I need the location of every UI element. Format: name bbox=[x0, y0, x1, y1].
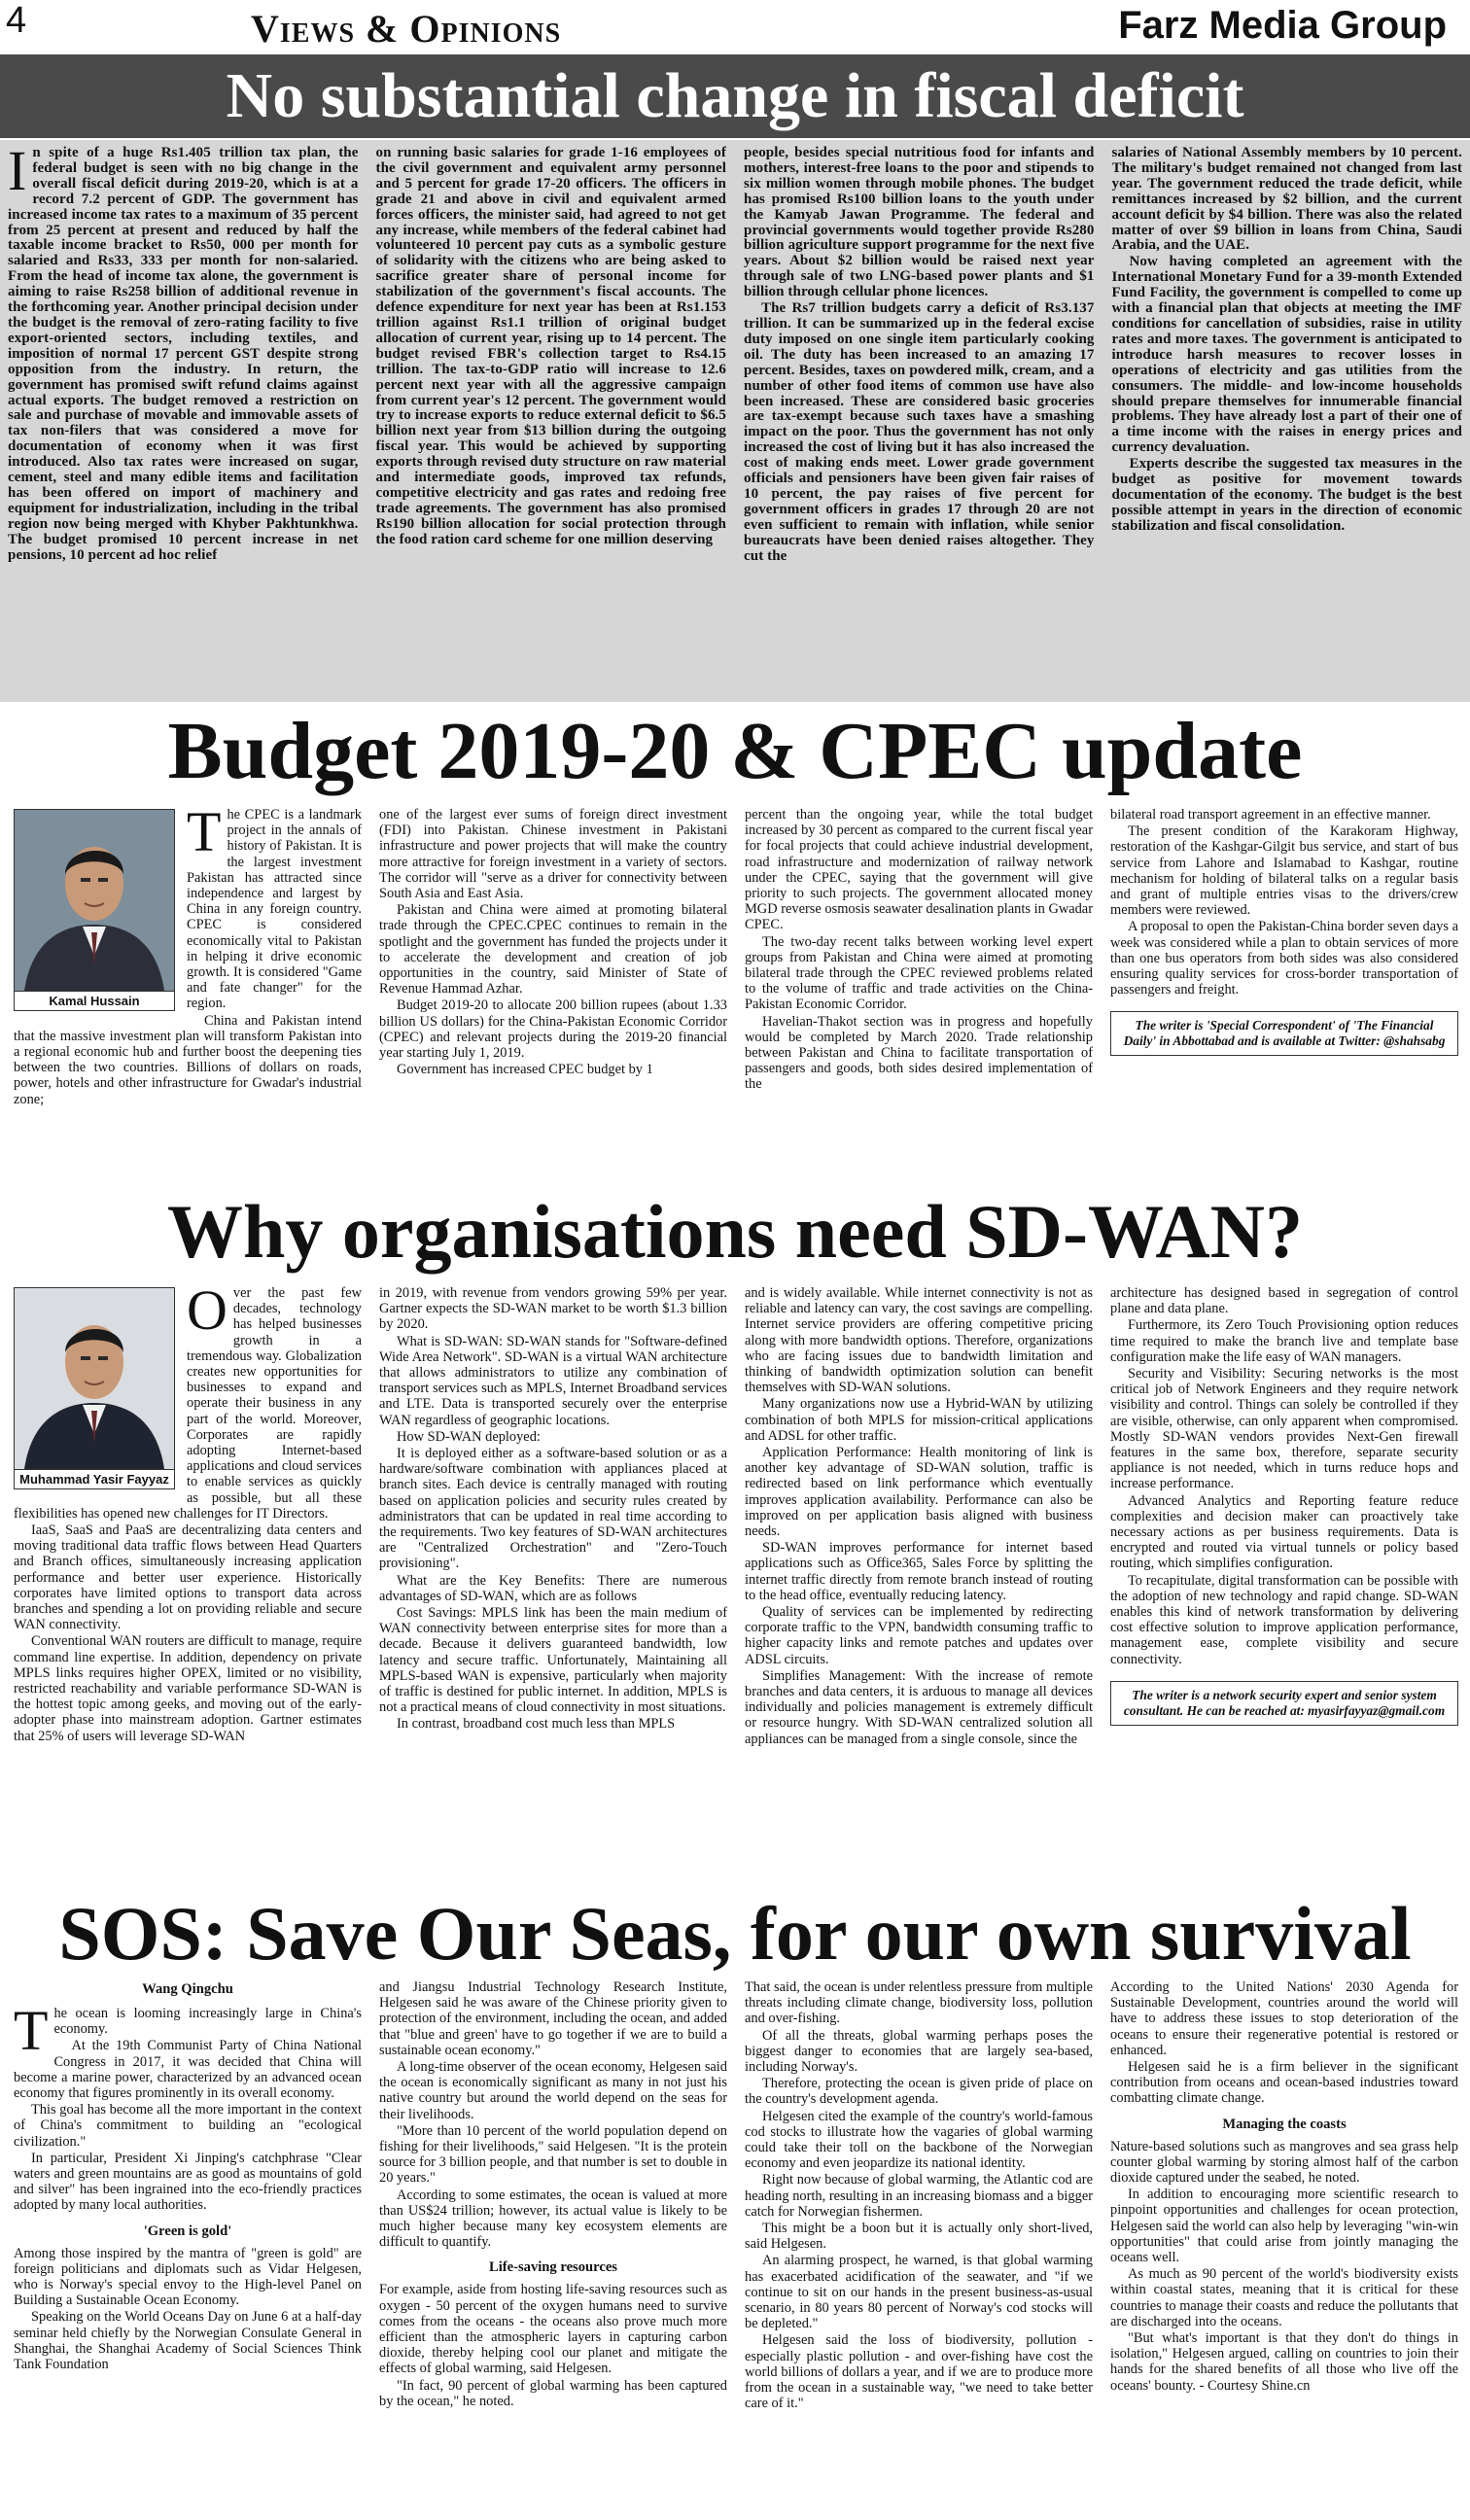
paragraph: "In fact, 90 percent of global warming has been captured by the ocean," he noted. bbox=[379, 2377, 727, 2409]
paragraph: Pakistan and China were aimed at promoting bilateral trade through the CPEC.CPEC continues to remain in the spotlight and the government has funded the projects under it to accelerate the development and creation of job opportunities in the country, said Minister of State of Revenue Hammad Azhar. bbox=[379, 902, 727, 998]
paragraph: According to some estimates, the ocean is valued at more than US$24 trillion; however, its actual value is likely to be much higher because many key ecosystem elements are difficult to quantify. bbox=[379, 2187, 727, 2251]
article4-column-1 bbox=[14, 1979, 362, 2516]
paragraph: The present condition of the Karakoram Highway, restoration of the Kashgar-Gilgit bus service, and start of bus service from Lahore and Islamabad to Kashgar, routine mechanism for holding of bilateral talks on a regular basis and grant of multiple entries visas to the drivers/crew members were reviewed. bbox=[1110, 823, 1458, 919]
article4-body bbox=[14, 1979, 1458, 2516]
paragraph: According to the United Nations' 2030 Agenda for Sustainable Development, countries around the world will have to address these issues to stop deterioration of the oceans to ensure their regenerative potential is restored or enhanced. bbox=[1110, 1979, 1458, 2058]
paragraph: one of the largest ever sums of foreign direct investment (FDI) into Pakistan. Chinese investment in Pakistani infrastructure and power projects that will make the country more attractive for foreign investment in a variety of sectors. The corridor will "serve as a driver for connectivity between South Asia and East Asia. bbox=[379, 807, 727, 902]
page-number: 4 bbox=[6, 0, 27, 41]
masthead bbox=[0, 0, 1470, 54]
article3-column-3 bbox=[745, 1285, 1093, 1892]
paragraph: As much as 90 percent of the world's biodiversity exists within coastal states, meaning that it is critical for these countries to manage their coasts and reduce the pollutants that are discharged into the oceans. bbox=[1110, 2266, 1458, 2329]
paragraph: Cost Savings: MPLS link has been the main medium of WAN connectivity between enterprise sites for more than a decade. Because it delivers guaranteed bandwidth, low latency and secure traffic. Unfortunately, Maintaining all MPLS-based WAN is expensive, particularly when majority of traffic is destined for public internet. In addition, MPLS is not a practical means of cloud connectivity in most situations. bbox=[379, 1605, 727, 1716]
paragraph: For example, aside from hosting life-saving resources such as oxygen - 50 percent of the oxygen humans need to survive comes from the oceans - the oceans also prove much more efficient than the atmospheric layers in capturing carbon dioxide, thereby helping cool our planet and mitigate the effects of global warming, said Helgesen. bbox=[379, 2282, 727, 2377]
article3-column-2 bbox=[379, 1285, 727, 1892]
section-title: Views & Opinions bbox=[251, 7, 562, 51]
paragraph-text: he ocean is looming increasingly large in China's economy. bbox=[53, 2006, 362, 2038]
article2-column-3 bbox=[745, 807, 1093, 1188]
paragraph: Experts describe the suggested tax measures in the budget as positive for movement towards documentation of the economy. The budget is the best possible attempt in years in the direction of economic stabilization and fiscal consolidation. bbox=[1111, 456, 1462, 534]
paragraph: in 2019, with revenue from vendors growing 59% per year. Gartner expects the SD-WAN market to be worth $1.3 billion by 2020. bbox=[379, 1285, 727, 1333]
paragraph: The Rs7 trillion budgets carry a deficit of Rs3.137 trillion. It can be summarized up in the federal excise duty imposed on one single item particularly cooking oil. The duty has been increased to an amazing 17 percent. Besides, taxes on powdered milk, cream, and a number of other food items of common use have also been increased. These are considered basic groceries are tax-exempt because such taxes have a smashing impact on the poor. Thus the government has not only increased the cost of living but it has also increased the cost of making ends meet. Lower grade government officials and pensioners have been given fair raises of 10 percent, the pay raises of five percent for government officers in grades 17 through 20 are not even sufficient to remain with inflation, while senior bureaucrats have been denied raises altogether. They cut the bbox=[744, 300, 1095, 564]
paragraph: Nature-based solutions such as mangroves and sea grass help counter global warming by storing almost half of the carbon dioxide captured under the seabed, he noted. bbox=[1110, 2138, 1458, 2187]
paragraph: What is SD-WAN: SD-WAN stands for "Software-defined Wide Area Network". SD-WAN is a virtual WAN architecture that allows administrators to utilize any combination of transport services such as MPLS, Internet Broadband services and LTE. Data is transported securely over the enterprise WAN regardless of geographic locations. bbox=[379, 1333, 727, 1428]
paragraph: Of all the threats, global warming perhaps poses the biggest danger to economies that are largely sea-based, including Norway's. bbox=[745, 2027, 1093, 2076]
article1-banner bbox=[0, 54, 1470, 138]
drop-cap: T bbox=[14, 1999, 49, 2062]
paragraph: To recapitulate, digital transformation can be possible with the adoption of new technology and rapid change. SD-WAN enables this kind of network transformation by delivering cost effective solution to improve application performance, management ease, complete visibility and secure connectivity. bbox=[1110, 1572, 1458, 1667]
subheading: Managing the coasts bbox=[1222, 2116, 1347, 2132]
paragraph: Advanced Analytics and Reporting feature reduce complexities and decision maker can proactively take necessary actions as per business requirements. Data is encrypted and routed via virtual tunnels or policy based routing, which simplifies configuration. bbox=[1110, 1492, 1458, 1572]
paragraph: Conventional WAN routers are difficult to manage, require command line expertise. In addition, dependency on private MPLS links requires higher OPEX, limited or no visibility, restricted reachability and variable performance SD-WAN is the hottest topic among geeks, and moving out of the early-adopter phase into mainstream adoption. Gartner estimates that 25% of users will leverage SD-WAN bbox=[14, 1633, 362, 1744]
article2-column-2 bbox=[379, 807, 727, 1188]
paragraph: A proposal to open the Pakistan-China border seven days a week was considered while a plan to obtain services of more than one bus operators from both sides was also considered ensuring quality services for cross-border transportation of passengers and freight. bbox=[1110, 919, 1458, 998]
paragraph: That said, the ocean is under relentless pressure from multiple threats including climate change, biodiversity loss, pollution and over-fishing. bbox=[745, 1979, 1093, 2027]
paragraph: China and Pakistan intend that the massive investment plan will transform Pakistan into a regional economic hub and further boost the deepening ties between the two countries. Billions of dollars on roads, power, hotels and other infrastructure for Gwadar's industrial zone; bbox=[14, 1012, 362, 1107]
article1-body bbox=[8, 146, 1462, 700]
paragraph: At the 19th Communist Party of China National Congress in 2017, it was decided that China will become a marine power, characterized by an advanced ocean economy that figures prominently in its overall economy. bbox=[14, 2038, 362, 2102]
author-photo bbox=[14, 1287, 175, 1489]
portrait-image bbox=[15, 810, 174, 991]
drop-cap: O bbox=[187, 1285, 228, 1342]
paragraph: Helgesen cited the example of the country's world-famous cod stocks to illustrate how the vagaries of global warming could take their toll on the backbone of the Norwegian economy and even jeopardize its national identity. bbox=[745, 2108, 1093, 2172]
paragraph: Quality of services can be implemented by redirecting corporate traffic to the VPN, bandwidth consuming traffic to higher capacity links and remote patches and updates over ADSL circuits. bbox=[745, 1604, 1093, 1667]
paragraph: Among those inspired by the mantra of "green is gold" are foreign politicians and diplomats such as Vidar Helgesen, who is Norway's special envoy to the High-level Panel on Building a Sustainable Ocean Economy. bbox=[14, 2245, 362, 2309]
paragraph: Budget 2019-20 to allocate 200 billion rupees (about 1.33 billion US dollars) for the China-Pakistan Economic Corridor (CPEC) and relevant projects during the 2019-20 financial year starting July 1, 2019. bbox=[379, 998, 727, 1062]
paragraph bbox=[14, 1999, 362, 2062]
paragraph: Government has increased CPEC budget by 1 bbox=[397, 1062, 653, 1078]
drop-cap: I bbox=[8, 146, 27, 202]
paragraph: on running basic salaries for grade 1-16 employees of the civil government and equivalent army personnel and 5 percent for grade 17-20 officers. The officers in grade 21 and above in civil and equivalent armed forces officers, the minister said, had agreed to not get any increase, while members of the federal cabinet had volunteered 10 percent pay cuts as a symbolic gesture of solidarity with the citizens who are being asked to sacrifice greater share of personal income for stabilization of the government's fiscal accounts. The defence expenditure for next year has been at Rs1.153 trillion against Rs1.1 trillion of original budget allocation of current year, rising up to 14 percent. The budget revised FBR's collection target to Rs4.15 trillion. The tax-to-GDP ratio will increase to 12.6 percent next year with all the aggressive campaign from current year's 12 percent. The government would try to increase exports to reduce external deficit to $6.5 billion next year from $13 billion during the outgoing fiscal year. This would be achieved by supporting exports through revised duty structure on raw material and intermediate goods, improved tax refunds, competitive electricity and gas rates and redoing free trade agreements. The government has also promised Rs190 billion allocation for social protection through the food ration card scheme for one million deserving bbox=[375, 146, 726, 547]
paragraph: Many organizations now use a Hybrid-WAN by utilizing combination of both MPLS for mission-critical applications and ADSL for other traffic. bbox=[745, 1396, 1093, 1444]
article1-title: No substantial change in fiscal deficit bbox=[226, 60, 1244, 131]
subheading: 'Green is gold' bbox=[143, 2222, 232, 2239]
paragraph: How SD-WAN deployed: bbox=[397, 1428, 541, 1445]
paragraph: An alarming prospect, he warned, is that global warming has exacerbated acidification of the seawater, and "if we continue to sit on our hands in the present business-as-usual scenario, in 80 years 80 percent of Norway's cod stocks will be depleted." bbox=[745, 2253, 1093, 2332]
paragraph: Helgesen said he is a firm believer in the significant contribution from oceans and ocean-based industries toward combatting climate change. bbox=[1110, 2059, 1458, 2107]
paragraph bbox=[8, 146, 359, 563]
paragraph: Furthermore, its Zero Touch Provisioning option reduces time required to make the branch live and template base configuration make the life easy of WAN managers. bbox=[1110, 1317, 1458, 1365]
paragraph: This goal has become all the more important in the context of China's commitment to building an "ecological civilization." bbox=[14, 2102, 362, 2150]
paragraph: "More than 10 percent of the world population depend on fishing for their livelihoods," said Helgesen. "It is the protein source for 3 billion people, and that number is set to double in 20 years." bbox=[379, 2122, 727, 2187]
paragraph: Therefore, protecting the ocean is given pride of place on the country's development agenda. bbox=[745, 2076, 1093, 2108]
paragraph: percent than the ongoing year, while the total budget increased by 30 percent as compared to the current fiscal year for focal projects that could achieve industrial development, road infrastructure and modernization of railway network under the CPEC, saying that the government will give priority to such projects. The government allocated money MGD reverse osmosis seawater desalination plants in Gwadar CPEC. bbox=[745, 807, 1093, 933]
paragraph: Application Performance: Health monitoring of link is another key advantage of SD-WAN solution, traffic is redirected based on link performance which eventually improves application availability. Performance can also be improved on per application basis aligned with business needs. bbox=[745, 1445, 1093, 1540]
author-photo bbox=[14, 809, 175, 1011]
paragraph: SD-WAN improves performance for internet based applications such as Office365, Sales Force by splitting the internet traffic directly from remote branch instead of routing to the head office, eventually reducing latency. bbox=[745, 1540, 1093, 1603]
article2-column-1 bbox=[14, 807, 362, 1188]
paragraph: In contrast, broadband cost much less than MPLS bbox=[397, 1716, 676, 1732]
author-name: Muhammad Yasir Fayyaz bbox=[15, 1469, 174, 1488]
byline: Wang Qingchu bbox=[142, 1981, 233, 1997]
article3-title: Why organisations need SD-WAN? bbox=[167, 1189, 1303, 1274]
article2-body bbox=[14, 807, 1458, 1188]
paragraph: It is deployed either as a software-based solution or as a hardware/software combination with appliances placed at branch sites. Each device is centrally managed with routing based on application policies and security rules created by administrators that can be updated in real time according to the requirements. Two key features of SD-WAN architectures are "Centralized Orchestration" and "Zero-Touch provisioning". bbox=[379, 1446, 727, 1572]
paragraph: people, besides special nutritious food for infants and mothers, interest-free loans to the poor and stipends to six million women through mobile phones. The budget has promised Rs100 billion loans to the youth under the Kamyab Jawan Programme. The federal and provincial governments would together provide Rs280 billion agriculture support programme for the next five years. About $2 billion would be raised next year through sale of two LNG-based power plants and $1 billion through cellular phone licences. bbox=[744, 146, 1095, 300]
article3-body bbox=[14, 1285, 1458, 1892]
paragraph-text: n spite of a huge Rs1.405 trillion tax plan, the federal budget is seen with no big change in the overall fiscal deficit during 2019-20, which is at a record 7.2 percent of GDP. The government has increased income tax rates to a maximum of 35 percent from 25 percent at present and reduced by half the taxable income bracket to Rs50, 000 per month for salaried and Rs33, 333 per month for non-salaried. From the head of income tax alone, the government is aiming to raise Rs258 billion of additional revenue in the forthcoming year. Another principal decision under the budget is the removal of zero-rating facility to five export-oriented sectors, including textiles, and imposition of normal 17 percent GST despite strong opposition from the industry. In return, the government has promised swift refund claims against actual exports. The budget removed a restriction on sale and purchase of movable and immovable assets of tax non-filers that was considered a move for documentation of economy when it was first introduced. Also tax rates were increased on sugar, cement, steel and many edible items and facilitation has been offered on import of machinery and equipment for industrialization, including in the tribal region now being merged with Khyber Pakhtunkhwa. The budget promised 10 percent increase in net pensions, 10 percent ad hoc relief bbox=[8, 146, 359, 563]
article1-column-3 bbox=[744, 146, 1095, 700]
paragraph: The two-day recent talks between working level expert groups from Pakistan and China were aimed at promoting bilateral trade through the CPEC reviewed problems related to the volume of traffic and trade activities on the China-Pakistan Economic Corridor. bbox=[745, 933, 1093, 1013]
paragraph: Now having completed an agreement with the International Monetary Fund for a 39-month Extended Fund Facility, the government is compelled to come up with a financial plan that objects at meeting the IMF conditions for cancellation of subsidies, raise in utility rates and more taxes. The government is anticipated to introduce harsh measures to recover losses in operations of electricity and gas utilities from the consumers. The middle- and low-income households should prepare themselves for innumerable financial problems. They have already lost a part of their one of a time income with the raises in energy prices and currency devaluation. bbox=[1111, 254, 1462, 456]
article3-column-4 bbox=[1110, 1285, 1458, 1892]
paragraph: salaries of National Assembly members by 10 percent. The military's budget remained not changed from last year. The government reduced the trade deficit, while remittances increased by $2 billion, and the current account deficit by $4 billion. There was also the related matter of over $9 billion in loans from China, Saudi Arabia, and the UAE. bbox=[1111, 146, 1462, 254]
author-note-box: The writer is a network security expert and senior system consultant. He can be reached at: myasirfayyaz@gmail.com bbox=[1110, 1681, 1458, 1726]
author-name: Kamal Hussain bbox=[15, 991, 174, 1010]
paragraph: and Jiangsu Industrial Technology Research Institute, Helgesen said he was aware of the Chinese priority given to protection of the environment, including the ocean, and added that "blue and green' have to go together if we are to build a sustainable ocean economy." bbox=[379, 1979, 727, 2058]
paragraph: Speaking on the World Oceans Day on June 6 at a half-day seminar held chiefly by the Norwegian Consulate General in Shanghai, the Shanghai Academy of Social Sciences Think Tank Foundation bbox=[14, 2309, 362, 2373]
paragraph: In particular, President Xi Jinping's catchphrase "Clear waters and green mountains are as good as mountains of gold and silver" has been ingrained into the eco-friendly practices adopted by many local authorities. bbox=[14, 2150, 362, 2214]
paragraph: This might be a boon but it is actually only short-lived, said Helgesen. bbox=[745, 2221, 1093, 2253]
article4-column-2 bbox=[379, 1979, 727, 2516]
article2-title: Budget 2019-20 & CPEC update bbox=[167, 706, 1303, 796]
article3-column-1 bbox=[14, 1285, 362, 1892]
paragraph: architecture has designed based in segregation of control plane and data plane. bbox=[1110, 1285, 1458, 1317]
article1-column-1 bbox=[8, 146, 359, 700]
paragraph: In addition to encouraging more scientific research to pinpoint opportunities and challenges for ocean protection, Helgesen said the world can also help by leveraging "win-win opportunities" that could arise from jointly managing the oceans well. bbox=[1110, 2187, 1458, 2266]
paragraph: Helgesen said the loss of biodiversity, pollution - especially plastic pollution - and over-fishing have cost the world billions of dollars a year, and if we are to produce more from the ocean in a sustainable way, "we need to take better care of it." bbox=[745, 2332, 1093, 2412]
article4-column-4 bbox=[1110, 1979, 1458, 2516]
article1-column-4 bbox=[1112, 146, 1463, 700]
paragraph: Havelian-Thakot section was in progress and hopefully would be completed by March 2020. Trade relationship between Pakistan and China to facilitate transportation of passengers and goods, both sides desired implementation of the bbox=[745, 1013, 1093, 1093]
subheading: Life-saving resources bbox=[488, 2259, 617, 2276]
paragraph-text: ver the past few decades, technology has helped businesses growth in a tremendous way. Globalization creates new opportunities for businesses to expand and operate their business in any part of the world. Moreover, Corporates are rapidly adopting Internet-based applications and cloud services to enable services as quickly as possible, but all these flexibilities has opened new challenges for IT Directors. bbox=[14, 1285, 362, 1522]
paragraph: A long-time observer of the ocean economy, Helgesen said the ocean is economically significant as many in not just his native country but around the world depend on the seas for their livelihoods. bbox=[379, 2059, 727, 2122]
paragraph-text: he CPEC is a landmark project in the annals of history of Pakistan. It is the largest investment Pakistan has attracted since independence and largest by China in any foreign country. CPEC is considered economically vital to Pakistan in helping it drive economic growth. It is considered "Game and fate changer" for the region. bbox=[187, 807, 362, 1012]
article1-column-2 bbox=[376, 146, 727, 700]
brand-name: Farz Media Group bbox=[1118, 4, 1447, 47]
paragraph: IaaS, SaaS and PaaS are decentralizing data centers and moving traditional data traffic flows between Head Quarters and Branch offices, simultaneously increasing application performance and better user experience. Historically corporates have limited options to transport data across branches and spending a lot on providing reliable and secure WAN connectivity. bbox=[14, 1522, 362, 1633]
paragraph: What are the Key Benefits: There are numerous advantages of SD-WAN, which are as follows bbox=[379, 1572, 727, 1604]
portrait-image bbox=[15, 1288, 174, 1469]
paragraph: Simplifies Management: With the increase of remote branches and data centers, it is arduous to manage all devices individually and policies management is extremely difficult or resource hungry. With SD-WAN centralized solution all appliances can be managed from a single console, since the bbox=[745, 1667, 1093, 1747]
paragraph: Security and Visibility: Securing networks is the most critical job of Network Engineers and they require network visibility and control. Things can solely be controlled if they are visible, otherwise, can only apparent when compromised. Mostly SD-WAN vendors provides Next-Gen firewall features in the same box, therefore, separate security appliance is not needed, which in turns reduce hops and increase performance. bbox=[1110, 1366, 1458, 1492]
paragraph: and is widely available. While internet connectivity is not as reliable and latency can vary, the cost savings are compelling. Internet service providers are offering competitive pricing along with more bandwidth options. Therefore, organizations who are facing issues due to bandwidth limitation and thinking of bandwidth optimization solution can benefit themselves with SD-WAN solutions. bbox=[745, 1285, 1093, 1396]
article2-column-4 bbox=[1110, 807, 1458, 1188]
paragraph: Right now because of global warming, the Atlantic cod are heading north, resulting in an increasing biomass and a bigger catch for Norwegian fishermen. bbox=[745, 2172, 1093, 2220]
drop-cap: T bbox=[187, 807, 222, 863]
author-note-box: The writer is 'Special Correspondent' of 'The Financial Daily' in Abbottabad and is available at Twitter: @shahsabg bbox=[1110, 1011, 1458, 1056]
article4-title: SOS: Save Our Seas, for our own survival bbox=[58, 1891, 1412, 1976]
paragraph: bilateral road transport agreement in an effective manner. bbox=[1110, 807, 1431, 822]
paragraph: "But what's important is that they don't do things in isolation," Helgesen argued, calling on countries to join their hands for the shared benefits of all those who live off the oceans' bounty. - Courtesy Shine.cn bbox=[1110, 2330, 1458, 2394]
article4-column-3 bbox=[745, 1979, 1093, 2516]
